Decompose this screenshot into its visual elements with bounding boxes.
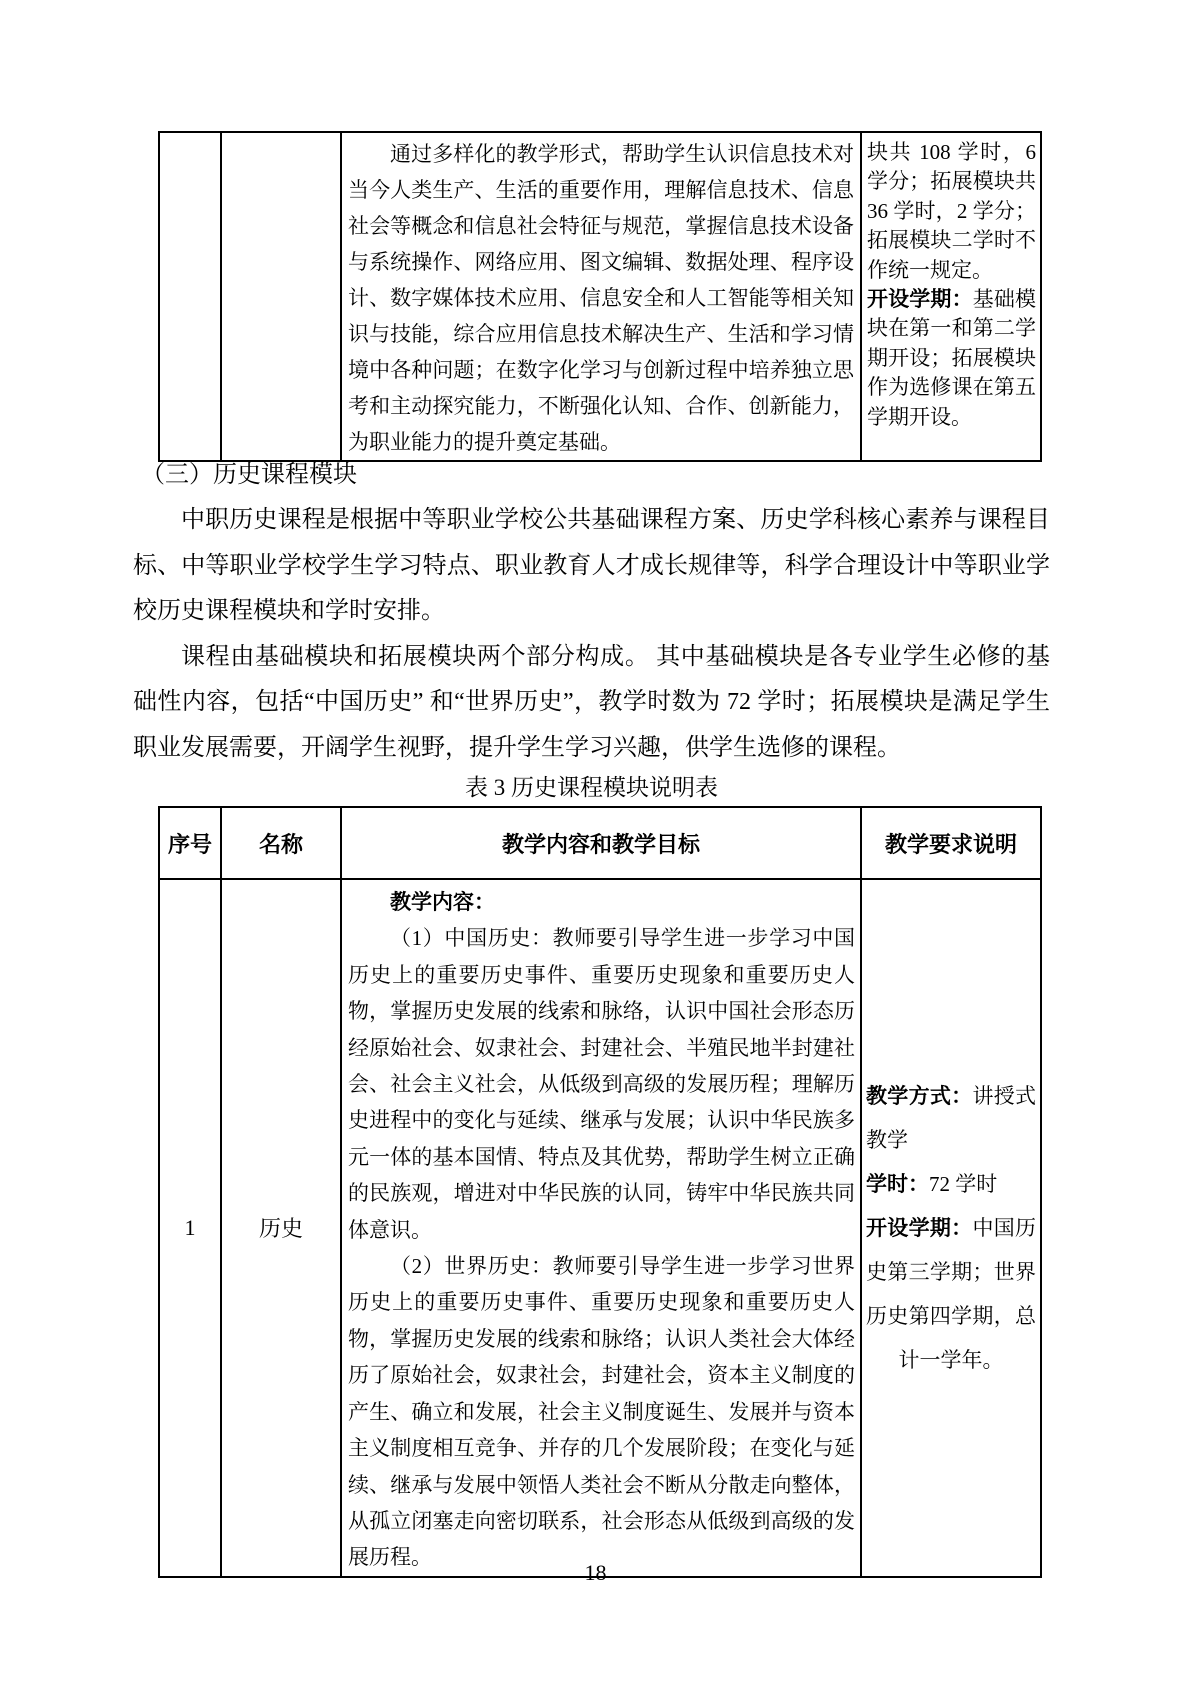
table3-row-history	[159, 879, 1041, 1577]
table3-header-row	[159, 807, 1041, 879]
term-label: 开设学期：	[867, 287, 973, 312]
header-requirement: 教学要求说明	[861, 807, 1041, 879]
method-label: 教学方式：	[866, 1083, 973, 1108]
name-cell: 历史	[221, 879, 341, 1577]
method-text: 讲授式教学	[866, 1083, 1037, 1152]
requirement-continuation-text: 块共 108 学时，6 学分；拓展模块共 36 学时，2 学分；拓展模块二学时不作统一规定。	[867, 140, 1036, 282]
content-heading	[348, 884, 855, 920]
content-paragraph-china: （1）中国历史：教师要引导学生进一步学习中国历史上的重要历史事件、重要历史现象和重要历史人物，掌握历史发展的线索和脉络，认识中国社会形态历经原始社会、奴隶社会、封建社会、半殖民地半封建社会、社会主义社会，从低级到高级的发展历程；理解历史进程中的变化与延续、继承与发展；认识中华民族多元一体的基本国情、特点及其优势，帮助学生树立正确的民族观，增进对中华民族的认同，铸牢中华民族共同体意识。	[348, 926, 855, 1242]
seq-cell-empty	[159, 132, 221, 461]
requirement-hours	[866, 1162, 1036, 1206]
requirement-term-paragraph	[867, 285, 1036, 432]
table3-caption: 表 3 历史课程模块说明表	[465, 775, 718, 800]
seq-cell: 1	[159, 879, 221, 1577]
teaching-content-text: 通过多样化的教学形式，帮助学生认识信息技术对当今人类生产、生活的重要作用，理解信息技术、信息社会等概念和信息社会特征与规范，掌握信息技术设备与系统操作、网络应用、图文编辑、数据处理、程序设计、数字媒体技术应用、信息安全和人工智能等相关知识与技能，综合应用信息技术解决生产、生活和学习情境中各种问题；在数字化学习与创新过程中培养独立思考和主动探究能力，不断强化认知、合作、创新能力，为职业能力的提升奠定基础。	[348, 142, 854, 454]
header-name: 名称	[221, 807, 341, 879]
section-paragraph-2: 课程由基础模块和拓展模块两个部分构成。 其中基础模块是各专业学生必修的基础性内容，包括“中国历史” 和“世界历史”，教学时数为 72 学时；拓展模块是满足学生职业发展需要，开阔学生视野，提升学生学习兴趣，供学生选修的课程。	[133, 643, 1050, 761]
history-module-table	[158, 806, 1042, 1578]
content-paragraph-world: （2）世界历史：教师要引导学生进一步学习世界历史上的重要历史事件、重要历史现象和重要历史人物，掌握历史发展的线索和脉络；认识人类社会大体经历了原始社会，奴隶社会，封建社会，资本主义制度的产生、确立和发展，社会主义制度诞生、发展并与资本主义制度相互竞争、并存的几个发展阶段；在变化与延续、继承与发展中领悟人类社会不断从分散走向整体，从孤立闭塞走向密切联系，社会形态从低级到高级的发展历程。	[348, 1254, 855, 1570]
requirement-cell	[861, 879, 1041, 1577]
content-cell	[341, 879, 861, 1577]
requirement-method	[866, 1074, 1036, 1162]
header-seq: 序号	[159, 807, 221, 879]
course-table-continuation	[158, 131, 1042, 462]
term-text: 中国历史第三学期；世界历史第四学期，总计一学年。	[866, 1215, 1037, 1372]
requirement-term	[866, 1206, 1036, 1382]
section-history-module	[133, 431, 1050, 805]
hours-text: 72 学时	[929, 1171, 998, 1196]
teaching-content-cell	[341, 132, 861, 461]
header-content: 教学内容和教学目标	[341, 807, 861, 879]
section-heading: （三）历史课程模块	[141, 462, 357, 488]
table-row	[159, 132, 1041, 461]
term-label: 开设学期：	[866, 1215, 973, 1240]
page-number: 18	[584, 1560, 607, 1585]
hours-label: 学时：	[866, 1171, 929, 1196]
teaching-requirement-cell	[861, 132, 1041, 461]
term-text: 基础模块在第一和第二学期开设；拓展模块作为选修课在第五学期开设。	[867, 287, 1037, 429]
content-heading-label: 教学内容：	[390, 890, 495, 914]
name-cell-empty	[221, 132, 341, 461]
section-paragraph-1: 中职历史课程是根据中等职业学校公共基础课程方案、历史学科核心素养与课程目标、中等职业学校学生学习特点、职业教育人才成长规律等，科学合理设计中等职业学校历史课程模块和学时安排。	[133, 507, 1050, 624]
